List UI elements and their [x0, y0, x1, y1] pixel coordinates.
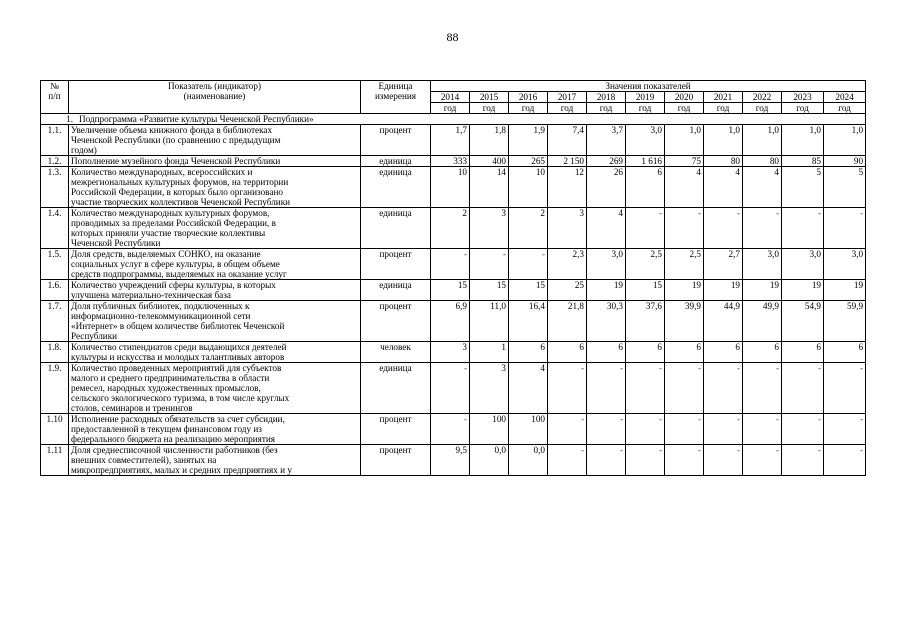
value-cell: - — [704, 445, 743, 476]
col-num-header: № п/п — [41, 81, 69, 114]
col-name-header: Показатель (индикатор) (наименование) — [69, 81, 361, 114]
value-cell: 3,0 — [626, 125, 665, 156]
value-cell: 6 — [509, 342, 548, 363]
value-cell: 80 — [743, 156, 782, 167]
table-row — [41, 249, 866, 280]
value-cell: 6 — [782, 342, 824, 363]
value-cell: - — [782, 414, 824, 445]
year-word-header: год — [431, 103, 470, 114]
value-cell: - — [824, 445, 866, 476]
value-cell: 2,5 — [665, 249, 704, 280]
value-cell: - — [704, 208, 743, 249]
value-cell: 3,0 — [743, 249, 782, 280]
value-cell: - — [782, 363, 824, 414]
row-number: 1.10 — [41, 414, 69, 445]
value-cell: 6 — [665, 342, 704, 363]
indicator-name — [69, 280, 361, 301]
row-number: 1.5. — [41, 249, 69, 280]
indicator-name — [69, 445, 361, 476]
table-row — [41, 280, 866, 301]
value-cell: 1,8 — [470, 125, 509, 156]
value-cell: 6 — [704, 342, 743, 363]
indicator-name — [69, 363, 361, 414]
year-header: 2021 — [704, 92, 743, 103]
value-cell: - — [743, 414, 782, 445]
indicator-name-text: Доля среднесписочной численности работников (без внешних совместителей), занятых на микропредприятиях, малых и средних предприятиях и у — [71, 445, 292, 475]
value-cell: 19 — [665, 280, 704, 301]
indicator-name-text: Исполнение расходных обязательств за счет субсидии, предоставленной в текущем финансовом году из федерального бюджета на реализацию мероприятия — [71, 414, 285, 444]
value-cell: 6 — [626, 342, 665, 363]
value-cell: 2 — [431, 208, 470, 249]
row-number: 1.11 — [41, 445, 69, 476]
unit-cell: процент — [361, 414, 431, 445]
value-cell: 30,3 — [587, 301, 626, 342]
year-header: 2024 — [824, 92, 866, 103]
value-cell: - — [665, 445, 704, 476]
indicator-name-text: Количество стипендиатов среди выдающихся деятелей культуры и искусства и молодых талантливых авторов — [71, 342, 287, 362]
value-cell: 26 — [587, 167, 626, 208]
year-header: 2019 — [626, 92, 665, 103]
table-row — [41, 208, 866, 249]
value-cell: 54,9 — [782, 301, 824, 342]
indicator-name-text: Количество международных культурных форумов, проводимых за пределами Российской Федерации, в которых приняли участие творческие коллективы Чеченской Республики — [71, 208, 276, 248]
value-cell: - — [626, 414, 665, 445]
indicator-name-text: Количество международных, всероссийских и межрегиональных культурных форумов, на территории Российской Федерации, в которых было организовано участие творческих коллективов Чеченской Республики — [71, 167, 291, 207]
value-cell: - — [626, 445, 665, 476]
value-cell: 19 — [743, 280, 782, 301]
value-cell: 6 — [743, 342, 782, 363]
value-cell: 16,4 — [509, 301, 548, 342]
value-cell: - — [824, 414, 866, 445]
value-cell: 3,0 — [587, 249, 626, 280]
indicator-name-text: Пополнение музейного фонда Чеченской Республики — [71, 156, 281, 166]
value-cell: 10 — [431, 167, 470, 208]
year-word-header: год — [782, 103, 824, 114]
value-cell: 85 — [782, 156, 824, 167]
indicator-name-text: Количество проведенных мероприятий для субъектов малого и среднего предпринимательства в области ремесел, народных художественных промыслов, сельского экологического туризма, в том числе круглых столов, семинаров и тренингов — [71, 363, 290, 413]
table-row — [41, 156, 866, 167]
value-cell: 5 — [782, 167, 824, 208]
year-word-header: год — [824, 103, 866, 114]
value-cell: - — [824, 363, 866, 414]
row-number: 1.3. — [41, 167, 69, 208]
value-cell: 1,7 — [431, 125, 470, 156]
value-cell: 75 — [665, 156, 704, 167]
indicator-name — [69, 249, 361, 280]
value-cell: - — [431, 363, 470, 414]
value-cell: 3 — [431, 342, 470, 363]
value-cell: 6 — [587, 342, 626, 363]
unit-cell: единица — [361, 167, 431, 208]
value-cell: 6 — [548, 342, 587, 363]
value-cell: - — [665, 363, 704, 414]
value-cell: - — [743, 363, 782, 414]
value-cell: - — [587, 445, 626, 476]
value-cell: 44,9 — [704, 301, 743, 342]
value-cell: - — [587, 363, 626, 414]
indicator-name — [69, 167, 361, 208]
value-cell: 90 — [824, 156, 866, 167]
value-cell: 2,3 — [548, 249, 587, 280]
value-cell: 4 — [509, 363, 548, 414]
value-cell: 15 — [626, 280, 665, 301]
value-cell: 19 — [587, 280, 626, 301]
table-row — [41, 445, 866, 476]
value-cell: 1,0 — [743, 125, 782, 156]
year-header: 2017 — [548, 92, 587, 103]
value-cell: - — [782, 208, 824, 249]
year-word-header: год — [470, 103, 509, 114]
year-word-header: год — [743, 103, 782, 114]
indicator-name — [69, 301, 361, 342]
value-cell: 19 — [704, 280, 743, 301]
year-word-header: год — [509, 103, 548, 114]
value-cell: 2,5 — [626, 249, 665, 280]
value-cell: - — [587, 414, 626, 445]
value-cell: - — [626, 208, 665, 249]
table-row — [41, 363, 866, 414]
indicator-name — [69, 125, 361, 156]
year-word-header: год — [626, 103, 665, 114]
value-cell: 39,9 — [665, 301, 704, 342]
value-cell: 11,0 — [470, 301, 509, 342]
value-cell: 9,5 — [431, 445, 470, 476]
indicator-name — [69, 156, 361, 167]
value-cell: 2,7 — [704, 249, 743, 280]
value-cell: 4 — [704, 167, 743, 208]
value-cell: 49,9 — [743, 301, 782, 342]
value-cell: - — [824, 208, 866, 249]
year-header: 2016 — [509, 92, 548, 103]
row-number: 1.6. — [41, 280, 69, 301]
table-row — [41, 342, 866, 363]
value-cell: 3 — [470, 208, 509, 249]
value-cell: 21,8 — [548, 301, 587, 342]
value-cell: 59,9 — [824, 301, 866, 342]
value-cell: 19 — [782, 280, 824, 301]
value-cell: 0,0 — [509, 445, 548, 476]
value-cell: 1,0 — [824, 125, 866, 156]
value-cell: 6,9 — [431, 301, 470, 342]
indicator-name-text: Количество учреждений сферы культуры, в которых улучшена материально-техническая база — [71, 280, 276, 300]
value-cell: 333 — [431, 156, 470, 167]
value-cell: 269 — [587, 156, 626, 167]
value-cell: 37,6 — [626, 301, 665, 342]
value-cell: - — [704, 363, 743, 414]
value-cell: - — [704, 414, 743, 445]
value-cell: 19 — [824, 280, 866, 301]
value-cell: 100 — [509, 414, 548, 445]
subprogram-title: 1. Подпрограмма «Развитие культуры Чеченской Республики» — [41, 114, 866, 125]
value-cell: - — [665, 208, 704, 249]
value-cell: 80 — [704, 156, 743, 167]
row-number: 1.9. — [41, 363, 69, 414]
value-cell: - — [782, 445, 824, 476]
value-cell: 265 — [509, 156, 548, 167]
unit-cell: процент — [361, 125, 431, 156]
year-header: 2018 — [587, 92, 626, 103]
value-cell: 1,9 — [509, 125, 548, 156]
row-number: 1.1. — [41, 125, 69, 156]
value-cell: - — [509, 249, 548, 280]
row-number: 1.7. — [41, 301, 69, 342]
value-cell: 4 — [743, 167, 782, 208]
value-cell: - — [431, 249, 470, 280]
unit-cell: человек — [361, 342, 431, 363]
indicator-name — [69, 208, 361, 249]
value-cell: 3 — [470, 363, 509, 414]
unit-cell: единица — [361, 156, 431, 167]
value-cell: 1,0 — [782, 125, 824, 156]
value-cell: 7,4 — [548, 125, 587, 156]
value-cell: 6 — [824, 342, 866, 363]
unit-cell: единица — [361, 363, 431, 414]
unit-cell: единица — [361, 280, 431, 301]
indicator-name — [69, 342, 361, 363]
value-cell: 3,7 — [587, 125, 626, 156]
row-number: 1.8. — [41, 342, 69, 363]
value-cell: 400 — [470, 156, 509, 167]
value-cell: 15 — [431, 280, 470, 301]
table-row — [41, 301, 866, 342]
value-cell: - — [743, 208, 782, 249]
row-number: 1.2. — [41, 156, 69, 167]
value-cell: 1,0 — [665, 125, 704, 156]
value-cell: 3,0 — [824, 249, 866, 280]
value-cell: - — [470, 249, 509, 280]
year-header: 2015 — [470, 92, 509, 103]
unit-cell: процент — [361, 249, 431, 280]
indicator-name-text: Доля средств, выделяемых СОНКО, на оказание социальных услуг в сфере культуры, в общем объеме средств подпрограммы, выделяемых на оказание услуг — [71, 249, 287, 279]
value-cell: - — [665, 414, 704, 445]
value-cell: 3,0 — [782, 249, 824, 280]
value-cell: 10 — [509, 167, 548, 208]
row-number: 1.4. — [41, 208, 69, 249]
col-values-header: Значения показателей — [431, 81, 866, 92]
year-word-header: год — [704, 103, 743, 114]
value-cell: 1,0 — [704, 125, 743, 156]
unit-cell: процент — [361, 301, 431, 342]
year-header: 2022 — [743, 92, 782, 103]
value-cell: 100 — [470, 414, 509, 445]
value-cell: 6 — [626, 167, 665, 208]
year-word-header: год — [665, 103, 704, 114]
indicators-table — [40, 80, 866, 476]
value-cell: 12 — [548, 167, 587, 208]
value-cell: - — [626, 363, 665, 414]
value-cell: 15 — [509, 280, 548, 301]
unit-cell: процент — [361, 445, 431, 476]
indicator-name-text: Доля публичных библиотек, подключенных к информационно-телекоммуникационной сети «Интернет» в общем количестве библиотек Чеченской Республики — [71, 301, 285, 341]
value-cell: 1 — [470, 342, 509, 363]
header-row-top — [41, 81, 866, 92]
value-cell: - — [548, 414, 587, 445]
value-cell: 1 616 — [626, 156, 665, 167]
indicator-name — [69, 414, 361, 445]
value-cell: - — [431, 414, 470, 445]
value-cell: 2 150 — [548, 156, 587, 167]
value-cell: 0,0 — [470, 445, 509, 476]
value-cell: - — [548, 363, 587, 414]
col-unit-header: Единица измерения — [361, 81, 431, 114]
value-cell: - — [548, 445, 587, 476]
value-cell: 25 — [548, 280, 587, 301]
table-row — [41, 414, 866, 445]
value-cell: 3 — [548, 208, 587, 249]
value-cell: 2 — [509, 208, 548, 249]
year-header: 2014 — [431, 92, 470, 103]
value-cell: 5 — [824, 167, 866, 208]
value-cell: 15 — [470, 280, 509, 301]
value-cell: - — [743, 445, 782, 476]
year-word-header: год — [548, 103, 587, 114]
table-row — [41, 125, 866, 156]
unit-cell: единица — [361, 208, 431, 249]
subprogram-row — [41, 114, 866, 125]
year-header: 2023 — [782, 92, 824, 103]
year-word-header: год — [587, 103, 626, 114]
value-cell: 14 — [470, 167, 509, 208]
value-cell: 4 — [665, 167, 704, 208]
indicator-name-text: Увеличение объема книжного фонда в библиотеках Чеченской Республики (по сравнению с предыдущим годом) — [71, 125, 281, 155]
year-header: 2020 — [665, 92, 704, 103]
table-row — [41, 167, 866, 208]
value-cell: 4 — [587, 208, 626, 249]
page-number: 88 — [446, 30, 459, 44]
